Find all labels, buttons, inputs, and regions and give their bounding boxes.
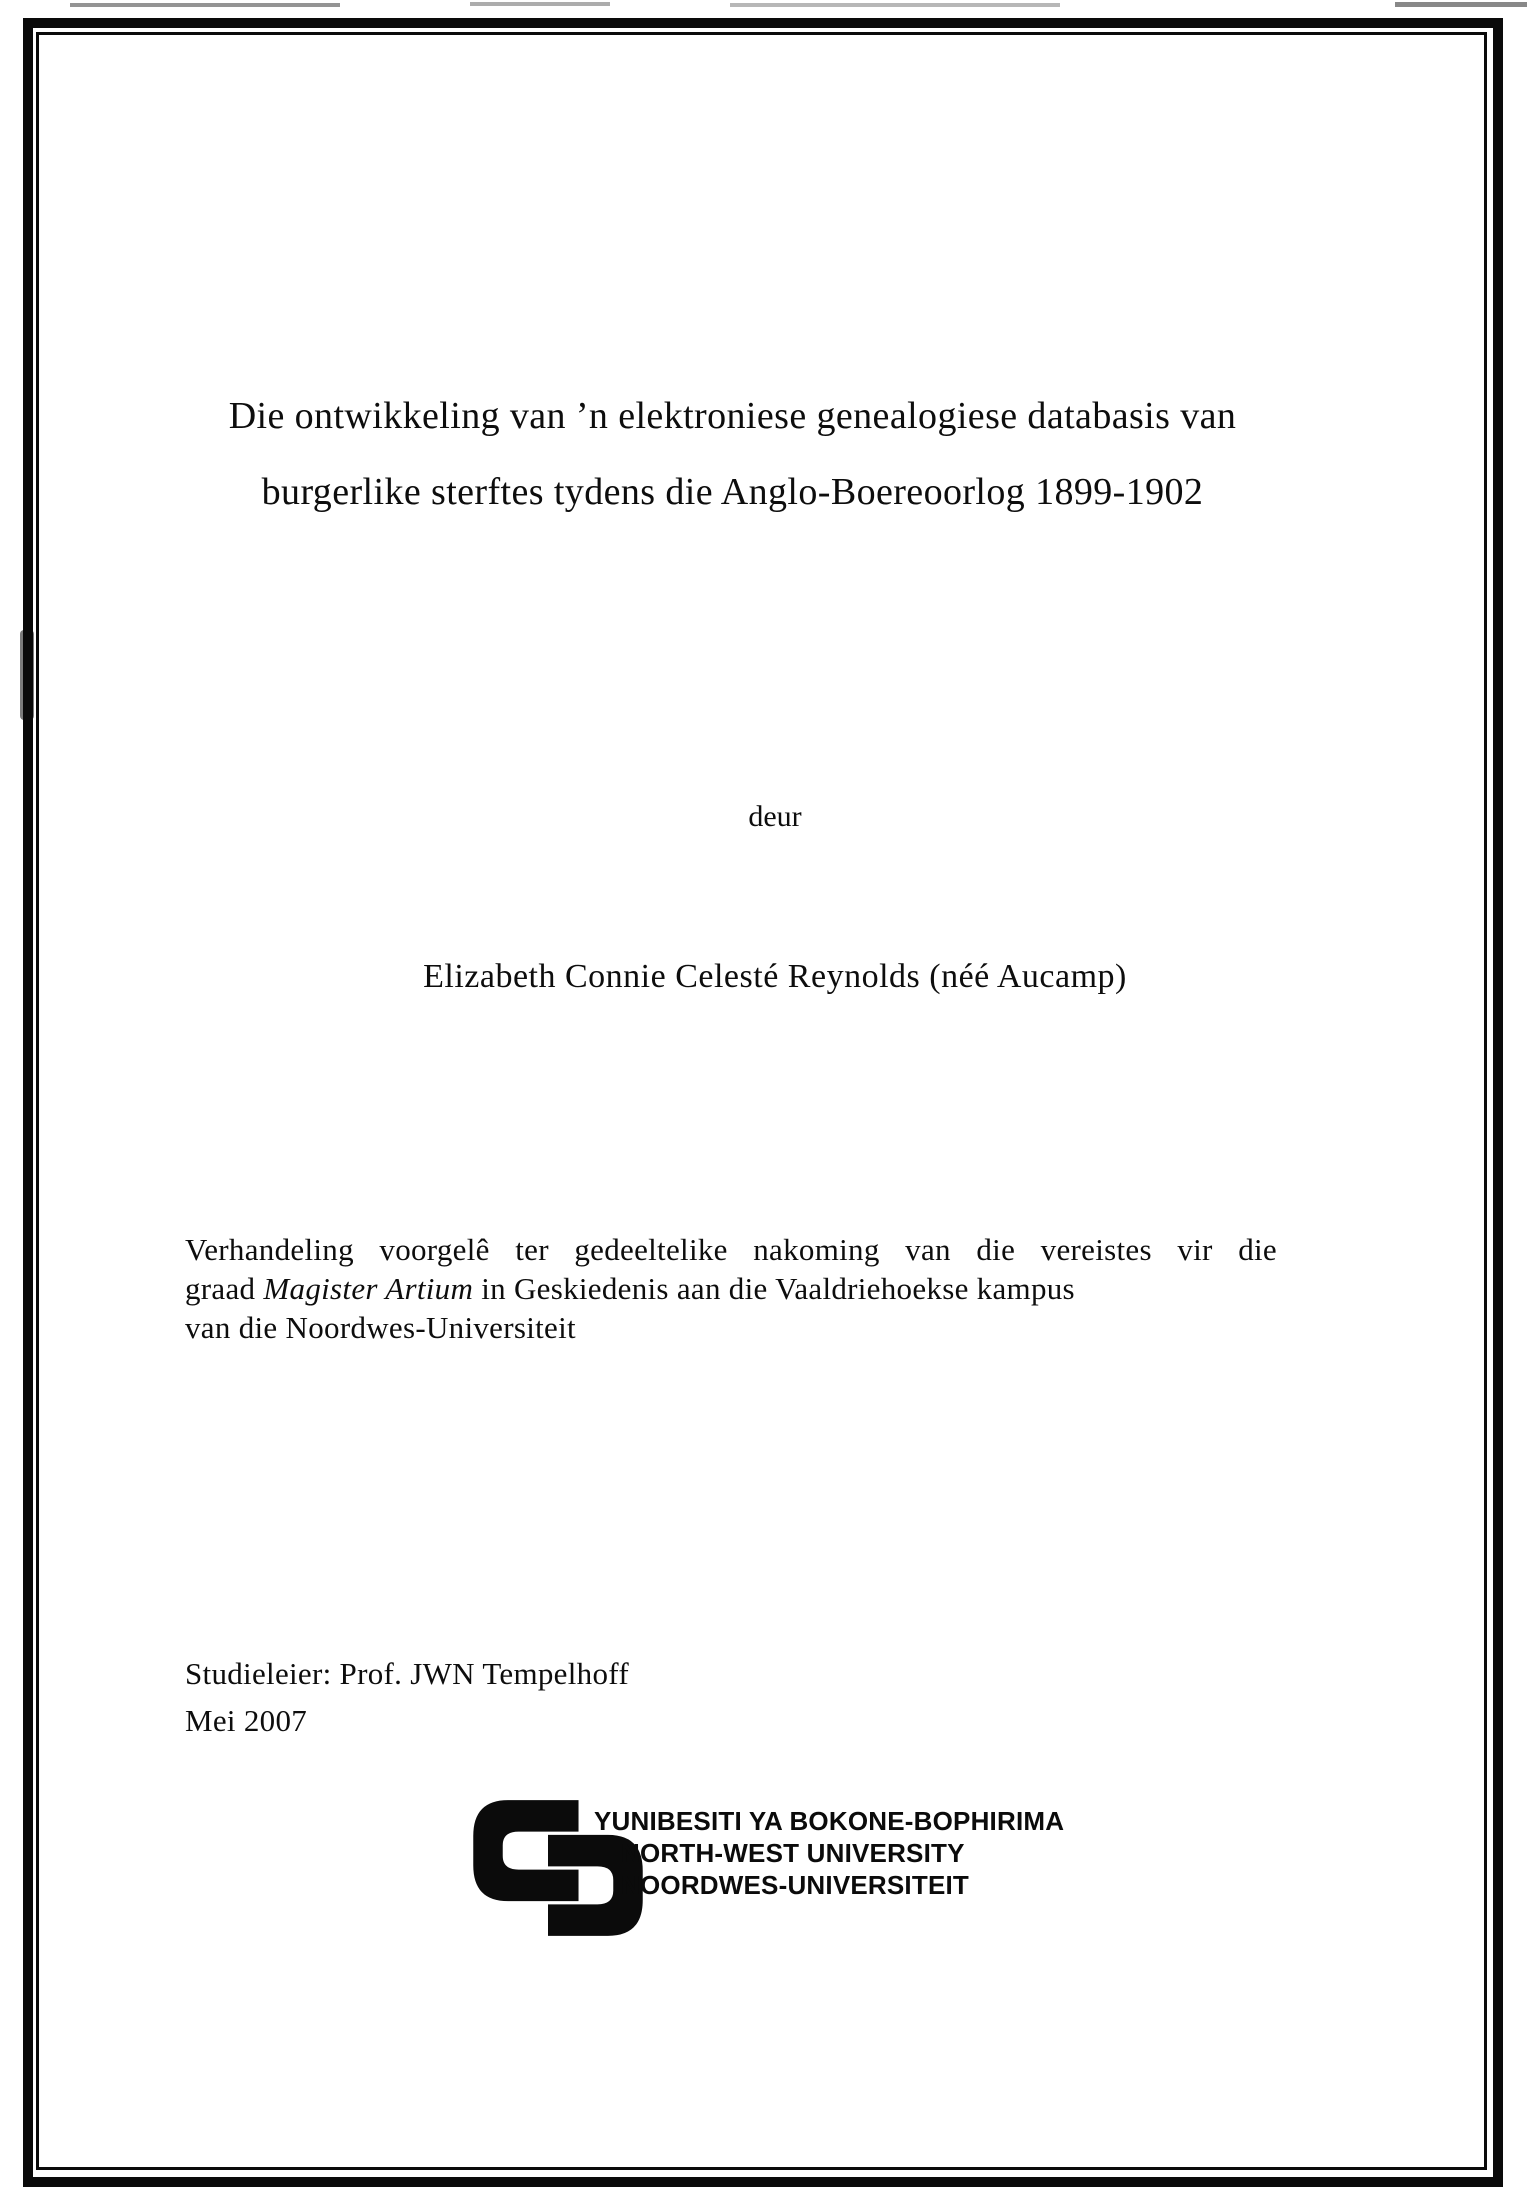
degree-name: Magister Artium [263, 1271, 474, 1306]
submission-line-1: Verhandeling voorgelê ter gedeeltelike nakoming van die vereistes vir die [185, 1232, 1277, 1267]
submission-statement [185, 1230, 1277, 1347]
university-name-afrikaans: NOORDWES-UNIVERSITEIT [621, 1870, 969, 1900]
scan-artifact [730, 3, 1060, 7]
thesis-title [180, 378, 1285, 530]
supervisor-name: Studieleier: Prof. JWN Tempelhoff [185, 1656, 629, 1691]
university-logo [468, 1797, 1088, 1947]
university-name-english: NORTH-WEST UNIVERSITY [621, 1838, 965, 1868]
submission-line-3: van die Noordwes-Universiteit [185, 1310, 576, 1345]
scan-artifact [1395, 2, 1527, 7]
date: Mei 2007 [185, 1703, 308, 1738]
thesis-title-line-1: Die ontwikkeling van ’n elektroniese genealogiese databasis van [228, 395, 1237, 437]
scan-artifact [70, 3, 340, 7]
author-name: Elizabeth Connie Celesté Reynolds (néé Aucamp) [423, 958, 1127, 995]
university-name-setswana: YUNIBESITI YA BOKONE-BOPHIRIMA [594, 1806, 1065, 1836]
byline-label: deur [748, 800, 802, 833]
university-wordmark [594, 1805, 1064, 1901]
submission-line-2-prefix: graad [185, 1271, 264, 1306]
supervisor-block [185, 1650, 629, 1744]
thesis-title-line-2: burgerlike sterftes tydens die Anglo-Boereoorlog 1899-1902 [261, 471, 1204, 513]
submission-line-2 [185, 1269, 1277, 1308]
scan-artifact [470, 2, 610, 6]
submission-line-2-suffix: in Geskiedenis aan die Vaaldriehoekse kampus [473, 1271, 1075, 1306]
